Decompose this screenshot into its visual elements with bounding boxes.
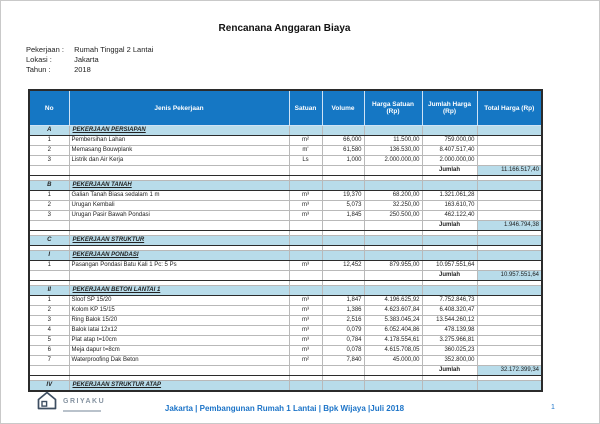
cell-satuan: m' bbox=[289, 146, 322, 156]
item-row bbox=[29, 156, 542, 166]
section-title: PEKERJAAN STRUKTUR bbox=[69, 236, 289, 246]
cell-no: 4 bbox=[29, 326, 69, 336]
cell-no: 2 bbox=[29, 306, 69, 316]
section-code: I bbox=[29, 251, 69, 261]
section-row bbox=[29, 126, 542, 136]
cell-satuan: m³ bbox=[289, 296, 322, 306]
table-header bbox=[29, 90, 542, 126]
jumlah-label: Jumlah bbox=[422, 166, 477, 176]
cell-jumlah-harga: 10.957.551,64 bbox=[422, 261, 477, 271]
cell-total-harga bbox=[477, 326, 542, 336]
cell-satuan: m³ bbox=[289, 336, 322, 346]
cell-no: 1 bbox=[29, 136, 69, 146]
cell-harga-satuan: 5.383.045,24 bbox=[364, 316, 422, 326]
brand-name: GRIYAKU bbox=[63, 398, 106, 405]
meta-tahun bbox=[26, 65, 153, 75]
item-row bbox=[29, 356, 542, 366]
cell-harga-satuan: 45.000,00 bbox=[364, 356, 422, 366]
cell-harga-satuan: 136.530,00 bbox=[364, 146, 422, 156]
cell-satuan: m² bbox=[289, 136, 322, 146]
section-code: IV bbox=[29, 381, 69, 392]
cell-harga-satuan: 32.250,00 bbox=[364, 201, 422, 211]
cell-jumlah-harga: 759.000,00 bbox=[422, 136, 477, 146]
cell-jumlah-harga: 478.139,98 bbox=[422, 326, 477, 336]
cell-no: 2 bbox=[29, 201, 69, 211]
section-title: PEKERJAAN STRUKTUR ATAP bbox=[69, 381, 289, 392]
cell-jumlah-harga: 13.544.260,12 bbox=[422, 316, 477, 326]
column-header-volume: Volume bbox=[322, 90, 364, 126]
cell-jumlah-harga: 462.122,40 bbox=[422, 211, 477, 221]
cell-harga-satuan: 250.500,00 bbox=[364, 211, 422, 221]
meta-lokasi-value: Jakarta bbox=[74, 55, 99, 64]
cell-volume: 12,452 bbox=[322, 261, 364, 271]
cell-total-harga bbox=[477, 136, 542, 146]
cell-satuan: m³ bbox=[289, 211, 322, 221]
meta-tahun-value: 2018 bbox=[74, 65, 91, 74]
cell-volume: 61,580 bbox=[322, 146, 364, 156]
cell-no: 6 bbox=[29, 346, 69, 356]
cell-volume: 7,840 bbox=[322, 356, 364, 366]
cell-satuan: m³ bbox=[289, 261, 322, 271]
cell-harga-satuan: 68.200,00 bbox=[364, 191, 422, 201]
jumlah-row bbox=[29, 166, 542, 176]
cell-total-harga bbox=[477, 316, 542, 326]
cell-no: 1 bbox=[29, 191, 69, 201]
cell-jenis-pekerjaan: Pasangan Pondasi Batu Kali 1 Pc: 5 Ps bbox=[69, 261, 289, 271]
meta-pekerjaan-label: Pekerjaan : bbox=[26, 45, 64, 54]
cell-total-harga bbox=[477, 146, 542, 156]
cell-jumlah-harga: 1.321.061,28 bbox=[422, 191, 477, 201]
cell-total-harga bbox=[477, 346, 542, 356]
cell-jumlah-harga: 3.275.966,81 bbox=[422, 336, 477, 346]
cell-harga-satuan: 4.178.554,61 bbox=[364, 336, 422, 346]
meta-pekerjaan-value: Rumah Tinggal 2 Lantai bbox=[74, 45, 154, 54]
cell-volume: 5,073 bbox=[322, 201, 364, 211]
section-title: PEKERJAAN TANAH bbox=[69, 181, 289, 191]
section-code: B bbox=[29, 181, 69, 191]
jumlah-row bbox=[29, 271, 542, 281]
cell-total-harga bbox=[477, 201, 542, 211]
column-header-jenis-pekerjaan: Jenis Pekerjaan bbox=[69, 90, 289, 126]
item-row bbox=[29, 296, 542, 306]
cell-jenis-pekerjaan: Balok latai 12x12 bbox=[69, 326, 289, 336]
item-row bbox=[29, 316, 542, 326]
jumlah-label: Jumlah bbox=[422, 221, 477, 231]
cell-jumlah-harga: 8.407.517,40 bbox=[422, 146, 477, 156]
jumlah-total-value: 10.957.551,64 bbox=[477, 271, 542, 281]
meta-block bbox=[26, 45, 153, 75]
cell-satuan: m³ bbox=[289, 191, 322, 201]
item-row bbox=[29, 146, 542, 156]
cell-volume: 1,847 bbox=[322, 296, 364, 306]
cell-jumlah-harga: 352.800,00 bbox=[422, 356, 477, 366]
item-row bbox=[29, 336, 542, 346]
section-code: A bbox=[29, 126, 69, 136]
cell-jenis-pekerjaan: Waterproofing Dak Beton bbox=[69, 356, 289, 366]
cell-no: 1 bbox=[29, 296, 69, 306]
jumlah-label: Jumlah bbox=[422, 271, 477, 281]
section-row bbox=[29, 286, 542, 296]
cell-no: 3 bbox=[29, 156, 69, 166]
cell-jenis-pekerjaan: Sloof SP 15/20 bbox=[69, 296, 289, 306]
cell-jenis-pekerjaan: Urugan Pasir Bawah Pondasi bbox=[69, 211, 289, 221]
rab-table bbox=[28, 89, 543, 392]
cell-jenis-pekerjaan: Galian Tanah Biasa sedalam 1 m bbox=[69, 191, 289, 201]
jumlah-row bbox=[29, 366, 542, 376]
item-row bbox=[29, 191, 542, 201]
jumlah-total-value: 11.166.517,40 bbox=[477, 166, 542, 176]
section-row bbox=[29, 251, 542, 261]
item-row bbox=[29, 136, 542, 146]
section-row bbox=[29, 236, 542, 246]
meta-lokasi-label: Lokasi : bbox=[26, 55, 52, 64]
cell-total-harga bbox=[477, 336, 542, 346]
cell-no: 5 bbox=[29, 336, 69, 346]
cell-jenis-pekerjaan: Kolom KP 15/15 bbox=[69, 306, 289, 316]
cell-volume: 1,386 bbox=[322, 306, 364, 316]
meta-tahun-label: Tahun : bbox=[26, 65, 51, 74]
cell-harga-satuan: 879.955,00 bbox=[364, 261, 422, 271]
cell-total-harga bbox=[477, 261, 542, 271]
cell-volume: 0,079 bbox=[322, 326, 364, 336]
column-header-harga-satuan: Harga Satuan (Rp) bbox=[364, 90, 422, 126]
cell-satuan: m³ bbox=[289, 326, 322, 336]
page-title: Rencanana Anggaran Biaya bbox=[218, 23, 351, 34]
cell-jenis-pekerjaan: Ring Balok 15/20 bbox=[69, 316, 289, 326]
cell-harga-satuan: 11.500,00 bbox=[364, 136, 422, 146]
cell-satuan: m³ bbox=[289, 306, 322, 316]
column-header-no: No bbox=[29, 90, 69, 126]
cell-jenis-pekerjaan: Urugan Kembali bbox=[69, 201, 289, 211]
section-row bbox=[29, 181, 542, 191]
cell-satuan: m³ bbox=[289, 346, 322, 356]
cell-no: 7 bbox=[29, 356, 69, 366]
cell-total-harga bbox=[477, 191, 542, 201]
cell-harga-satuan: 4.623.607,84 bbox=[364, 306, 422, 316]
cell-volume: 66,000 bbox=[322, 136, 364, 146]
cell-jumlah-harga: 7.752.846,73 bbox=[422, 296, 477, 306]
cell-harga-satuan: 4.615.708,05 bbox=[364, 346, 422, 356]
cell-jumlah-harga: 6.408.320,47 bbox=[422, 306, 477, 316]
item-row bbox=[29, 306, 542, 316]
footer-project-text: Jakarta | Pembangunan Rumah 1 Lantai | Bpk Wijaya |Juli 2018 bbox=[164, 404, 405, 413]
meta-pekerjaan bbox=[26, 45, 153, 55]
cell-no: 3 bbox=[29, 211, 69, 221]
cell-total-harga bbox=[477, 296, 542, 306]
cell-satuan: m³ bbox=[289, 201, 322, 211]
column-header-total-harga: Total Harga (Rp) bbox=[477, 90, 542, 126]
cell-total-harga bbox=[477, 306, 542, 316]
cell-no: 2 bbox=[29, 146, 69, 156]
cell-jenis-pekerjaan: Plat atap t=10cm bbox=[69, 336, 289, 346]
cell-jumlah-harga: 163.610,70 bbox=[422, 201, 477, 211]
cell-total-harga bbox=[477, 211, 542, 221]
cell-volume: 2,516 bbox=[322, 316, 364, 326]
page-number: 1 bbox=[551, 404, 555, 411]
cell-jenis-pekerjaan: Memasang Bouwplank bbox=[69, 146, 289, 156]
cell-volume: 0,078 bbox=[322, 346, 364, 356]
item-row bbox=[29, 346, 542, 356]
table-header-row bbox=[29, 90, 542, 126]
jumlah-row bbox=[29, 221, 542, 231]
jumlah-total-value: 1.946.794,38 bbox=[477, 221, 542, 231]
cell-jumlah-harga: 360.025,23 bbox=[422, 346, 477, 356]
section-code: C bbox=[29, 236, 69, 246]
item-row bbox=[29, 201, 542, 211]
cell-total-harga bbox=[477, 356, 542, 366]
section-row bbox=[29, 381, 542, 392]
item-row bbox=[29, 211, 542, 221]
cell-volume: 1,000 bbox=[322, 156, 364, 166]
cell-volume: 1,845 bbox=[322, 211, 364, 221]
jumlah-total-value: 32.172.399,34 bbox=[477, 366, 542, 376]
cell-no: 1 bbox=[29, 261, 69, 271]
section-title: PEKERJAAN PONDASI bbox=[69, 251, 289, 261]
cell-harga-satuan: 4.196.625,92 bbox=[364, 296, 422, 306]
cell-volume: 0,784 bbox=[322, 336, 364, 346]
cell-satuan: Ls bbox=[289, 156, 322, 166]
jumlah-label: Jumlah bbox=[422, 366, 477, 376]
cell-satuan: m³ bbox=[289, 316, 322, 326]
cell-satuan: m² bbox=[289, 356, 322, 366]
cell-no: 3 bbox=[29, 316, 69, 326]
section-code: II bbox=[29, 286, 69, 296]
cell-jenis-pekerjaan: Listrik dan Air Kerja bbox=[69, 156, 289, 166]
cell-harga-satuan: 6.052.404,86 bbox=[364, 326, 422, 336]
cell-total-harga bbox=[477, 156, 542, 166]
cell-jumlah-harga: 2.000.000,00 bbox=[422, 156, 477, 166]
item-row bbox=[29, 261, 542, 271]
section-title: PEKERJAAN PERSIAPAN bbox=[69, 126, 289, 136]
cell-jenis-pekerjaan: Pembersihan Lahan bbox=[69, 136, 289, 146]
cell-harga-satuan: 2.000.000,00 bbox=[364, 156, 422, 166]
meta-lokasi bbox=[26, 55, 153, 65]
section-title: PEKERJAAN BETON LANTAI 1 bbox=[69, 286, 289, 296]
item-row bbox=[29, 326, 542, 336]
cell-volume: 19,370 bbox=[322, 191, 364, 201]
column-header-jumlah-harga: Jumlah Harga (Rp) bbox=[422, 90, 477, 126]
cell-jenis-pekerjaan: Meja dapur t=8cm bbox=[69, 346, 289, 356]
column-header-satuan: Satuan bbox=[289, 90, 322, 126]
